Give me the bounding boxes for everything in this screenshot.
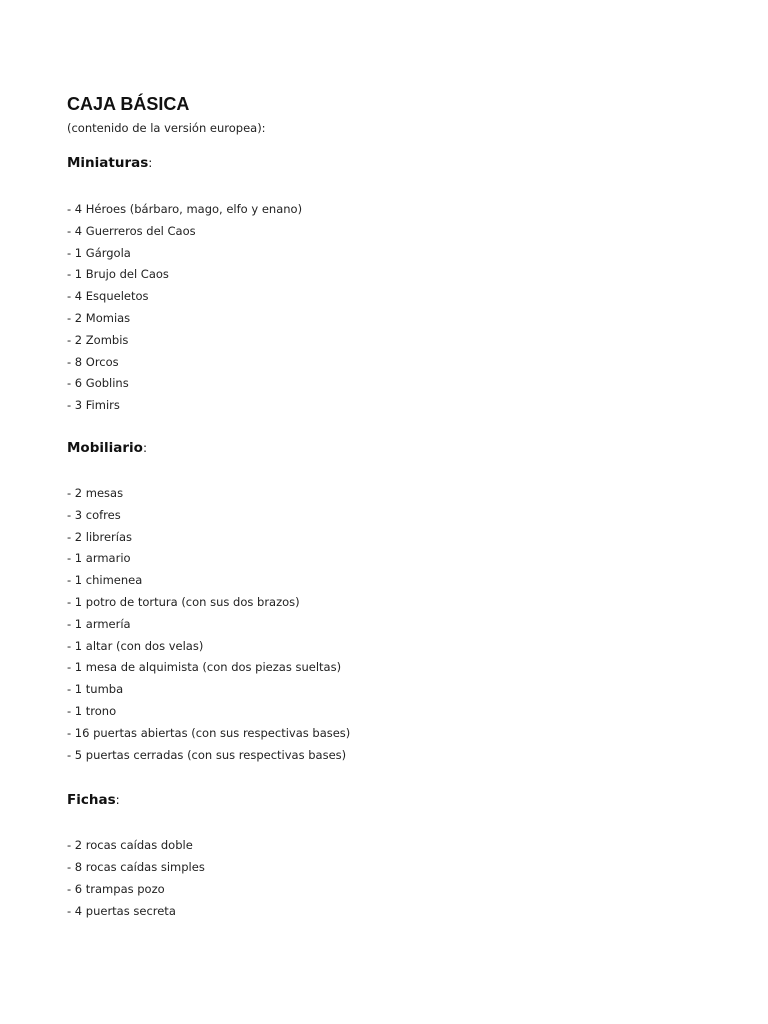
list-item: - 4 puertas secreta <box>67 903 176 918</box>
list-item: - 1 Brujo del Caos <box>67 267 169 282</box>
section-heading-colon: : <box>115 793 120 808</box>
list-item: - 1 trono <box>67 703 117 718</box>
section-heading-label: Fichas <box>67 792 116 809</box>
list-item: - 2 Momias <box>67 310 131 325</box>
list-item: - 1 potro de tortura (con sus dos brazos) <box>67 594 300 609</box>
list-item: - 2 rocas caídas doble <box>67 838 193 853</box>
list-item: - 5 puertas cerradas (con sus respectivas bases) <box>67 747 347 762</box>
document-title: CAJA BÁSICA <box>67 94 190 114</box>
section-heading-label: Miniaturas <box>67 155 149 171</box>
section-heading-colon: : <box>142 440 147 455</box>
document-subtitle: (contenido de la versión europea): <box>67 121 266 135</box>
list-item: - 2 Zombis <box>67 332 129 347</box>
list-item: - 8 rocas caídas simples <box>67 860 205 875</box>
list-mobiliario <box>67 483 707 766</box>
list-item: - 6 Goblins <box>67 376 129 391</box>
list-item: - 6 trampas pozo <box>67 881 165 896</box>
list-item: - 3 cofres <box>67 507 121 522</box>
document-page <box>67 92 707 923</box>
list-item: - 1 mesa de alquimista (con dos piezas sueltas) <box>67 660 342 675</box>
section-heading-fichas <box>67 791 707 809</box>
list-item: - 4 Esqueletos <box>67 289 149 304</box>
list-fichas <box>67 835 707 922</box>
list-item: - 1 chimenea <box>67 573 143 588</box>
list-item: - 8 Orcos <box>67 354 119 369</box>
list-item: - 1 Gárgola <box>67 245 131 260</box>
list-item: - 4 Héroes (bárbaro, mago, elfo y enano) <box>67 202 303 216</box>
list-item: - 1 tumba <box>67 682 124 697</box>
list-item: - 1 armería <box>67 616 131 631</box>
list-miniaturas <box>67 199 707 417</box>
section-heading-mobiliario <box>67 439 707 457</box>
list-item: - 1 armario <box>67 551 131 566</box>
list-item: - 4 Guerreros del Caos <box>67 223 196 238</box>
section-heading-miniaturas <box>67 154 707 172</box>
list-item: - 2 mesas <box>67 485 124 500</box>
section-heading-colon: : <box>148 156 153 170</box>
list-item: - 3 Fimirs <box>67 398 120 413</box>
list-item: - 16 puertas abiertas (con sus respectivas bases) <box>67 725 351 740</box>
list-item: - 1 altar (con dos velas) <box>67 638 204 653</box>
section-heading-label: Mobiliario <box>67 439 143 456</box>
list-item: - 2 librerías <box>67 529 132 544</box>
